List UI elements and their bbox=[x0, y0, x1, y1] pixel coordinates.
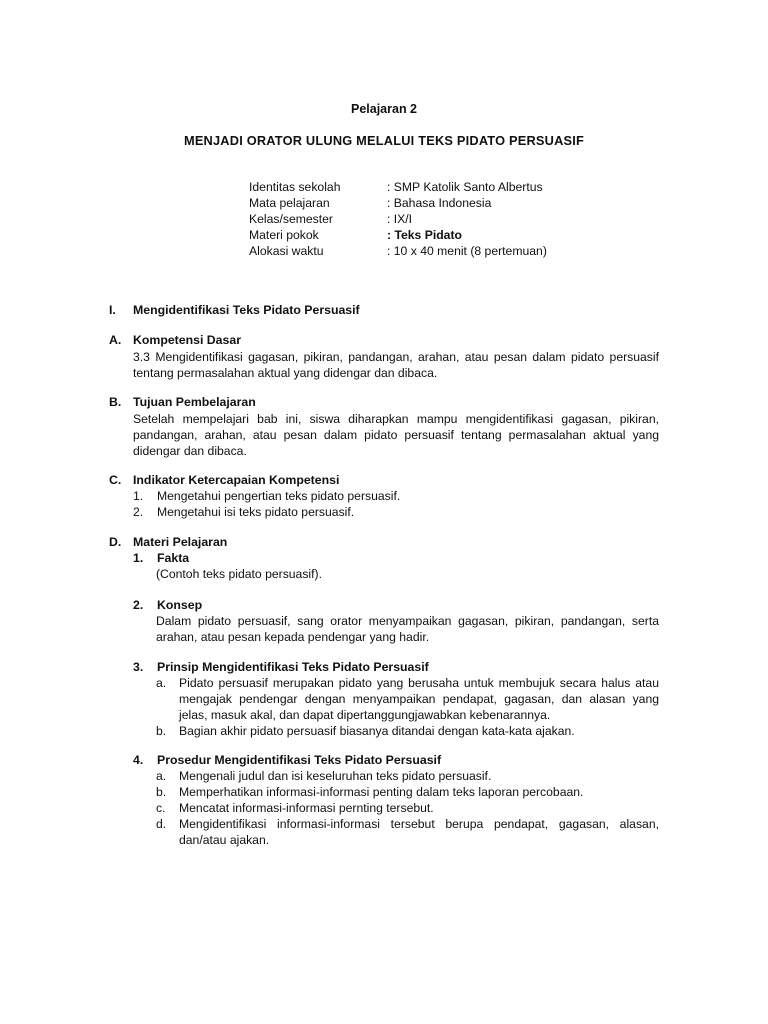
item-text: Mencatat informasi-informasi pernting tersebut. bbox=[179, 801, 434, 815]
section-d-heading bbox=[109, 534, 227, 550]
identity-value: : SMP Katolik Santo Albertus bbox=[387, 180, 543, 194]
item-text: Mengetahui pengertian teks pidato persuasif. bbox=[157, 489, 401, 503]
item-marker: c. bbox=[156, 801, 166, 815]
section-a-heading bbox=[109, 332, 241, 348]
subsection-konsep-text: Dalam pidato persuasif, sang orator menyampaikan gagasan, pikiran, pandangan, serta arahan, atau pesan kepada pendengar yang hadir. bbox=[156, 614, 659, 644]
identity-value: : Teks Pidato bbox=[387, 228, 462, 242]
item-marker: a. bbox=[156, 676, 167, 690]
item-text: Mengidentifikasi informasi-informasi tersebut berupa pendapat, gagasan, alasan, dan/atau ajakan. bbox=[179, 817, 659, 847]
identity-label: Kelas/semester bbox=[249, 212, 333, 226]
item-text: Mengetahui isi teks pidato persuasif. bbox=[157, 505, 355, 519]
subsection-fakta-text: (Contoh teks pidato persuasif). bbox=[156, 567, 322, 581]
section-c-heading bbox=[109, 472, 339, 488]
subsection-prosedur-heading bbox=[133, 752, 441, 768]
item-marker: b. bbox=[156, 724, 167, 738]
item-marker: b. bbox=[156, 785, 167, 799]
section-marker: I. bbox=[109, 303, 116, 317]
identity-row bbox=[249, 211, 547, 227]
section-title: Tujuan Pembelajaran bbox=[133, 395, 256, 409]
section-b-text: Setelah mempelajari bab ini, siswa diharapkan mampu mengidentifikasi gagasan, pikiran, pandangan, arahan, atau pesan dalam pidato persuasif tentang permasalahan aktual yang didengar dan dibaca. bbox=[133, 412, 659, 458]
subsection-marker: 2. bbox=[133, 598, 144, 612]
identity-value: : Bahasa Indonesia bbox=[387, 196, 492, 210]
section-marker: D. bbox=[109, 535, 122, 549]
identity-value: : 10 x 40 menit (8 pertemuan) bbox=[387, 244, 547, 258]
item-text: Pidato persuasif merupakan pidato yang berusaha untuk membujuk secara halus atau mengajak pendengar dengan menyampaikan pendapat, gagasan, dan alasan yang jelas, masuk akal, dan dapat dipertanggungjawabkan kebenarannya. bbox=[179, 676, 659, 722]
subsection-title: Prinsip Mengidentifikasi Teks Pidato Persuasif bbox=[157, 660, 429, 674]
document-title: MENJADI ORATOR ULUNG MELALUI TEKS PIDATO PERSUASIF bbox=[183, 133, 585, 148]
identity-label: Mata pelajaran bbox=[249, 196, 330, 210]
item-marker: d. bbox=[156, 817, 167, 831]
identity-label: Alokasi waktu bbox=[249, 244, 324, 258]
identity-row bbox=[249, 227, 547, 243]
section-b-heading bbox=[109, 394, 256, 410]
section-marker: B. bbox=[109, 395, 122, 409]
identity-row bbox=[249, 179, 547, 195]
prinsip-list bbox=[156, 675, 659, 739]
indicator-list bbox=[133, 488, 659, 520]
subsection-fakta-heading bbox=[133, 550, 189, 566]
section-marker: A. bbox=[109, 333, 122, 347]
list-item bbox=[156, 816, 659, 848]
subsection-title: Prosedur Mengidentifikasi Teks Pidato Persuasif bbox=[157, 753, 442, 767]
subsection-title: Fakta bbox=[157, 551, 190, 565]
identity-table bbox=[249, 179, 547, 259]
identity-row bbox=[249, 195, 547, 211]
list-item bbox=[156, 800, 659, 816]
list-item bbox=[133, 504, 659, 520]
section-title: Indikator Ketercapaian Kompetensi bbox=[133, 473, 340, 487]
subsection-marker: 3. bbox=[133, 660, 144, 674]
list-item bbox=[156, 784, 659, 800]
lesson-number: Pelajaran 2 bbox=[350, 102, 417, 116]
item-marker: a. bbox=[156, 769, 167, 783]
item-text: Bagian akhir pidato persuasif biasanya ditandai dengan kata-kata ajakan. bbox=[179, 724, 575, 738]
identity-label: Identitas sekolah bbox=[249, 180, 341, 194]
section-title: Materi Pelajaran bbox=[133, 535, 228, 549]
section-marker: C. bbox=[109, 473, 122, 487]
section-i-heading bbox=[109, 302, 360, 318]
subsection-marker: 1. bbox=[133, 551, 144, 565]
subsection-prinsip-heading bbox=[133, 659, 429, 675]
prosedur-list bbox=[156, 768, 659, 848]
item-text: Memperhatikan informasi-informasi penting dalam teks laporan percobaan. bbox=[179, 785, 584, 799]
subsection-konsep-heading bbox=[133, 597, 202, 613]
item-marker: 1. bbox=[133, 489, 144, 503]
list-item bbox=[156, 675, 659, 723]
section-a-text: 3.3 Mengidentifikasi gagasan, pikiran, pandangan, arahan, atau pesan dalam pidato persuasif tentang permasalahan aktual yang didengar dan dibaca. bbox=[133, 350, 659, 380]
identity-row bbox=[249, 243, 547, 259]
list-item bbox=[133, 488, 659, 504]
section-title: Kompetensi Dasar bbox=[133, 333, 241, 347]
subsection-marker: 4. bbox=[133, 753, 144, 767]
identity-value: : IX/I bbox=[387, 212, 413, 226]
list-item bbox=[156, 723, 659, 739]
section-title: Mengidentifikasi Teks Pidato Persuasif bbox=[133, 303, 360, 317]
identity-label: Materi pokok bbox=[249, 228, 319, 242]
list-item bbox=[156, 768, 659, 784]
item-marker: 2. bbox=[133, 505, 144, 519]
item-text: Mengenali judul dan isi keseluruhan teks pidato persuasif. bbox=[179, 769, 492, 783]
subsection-title: Konsep bbox=[157, 598, 203, 612]
